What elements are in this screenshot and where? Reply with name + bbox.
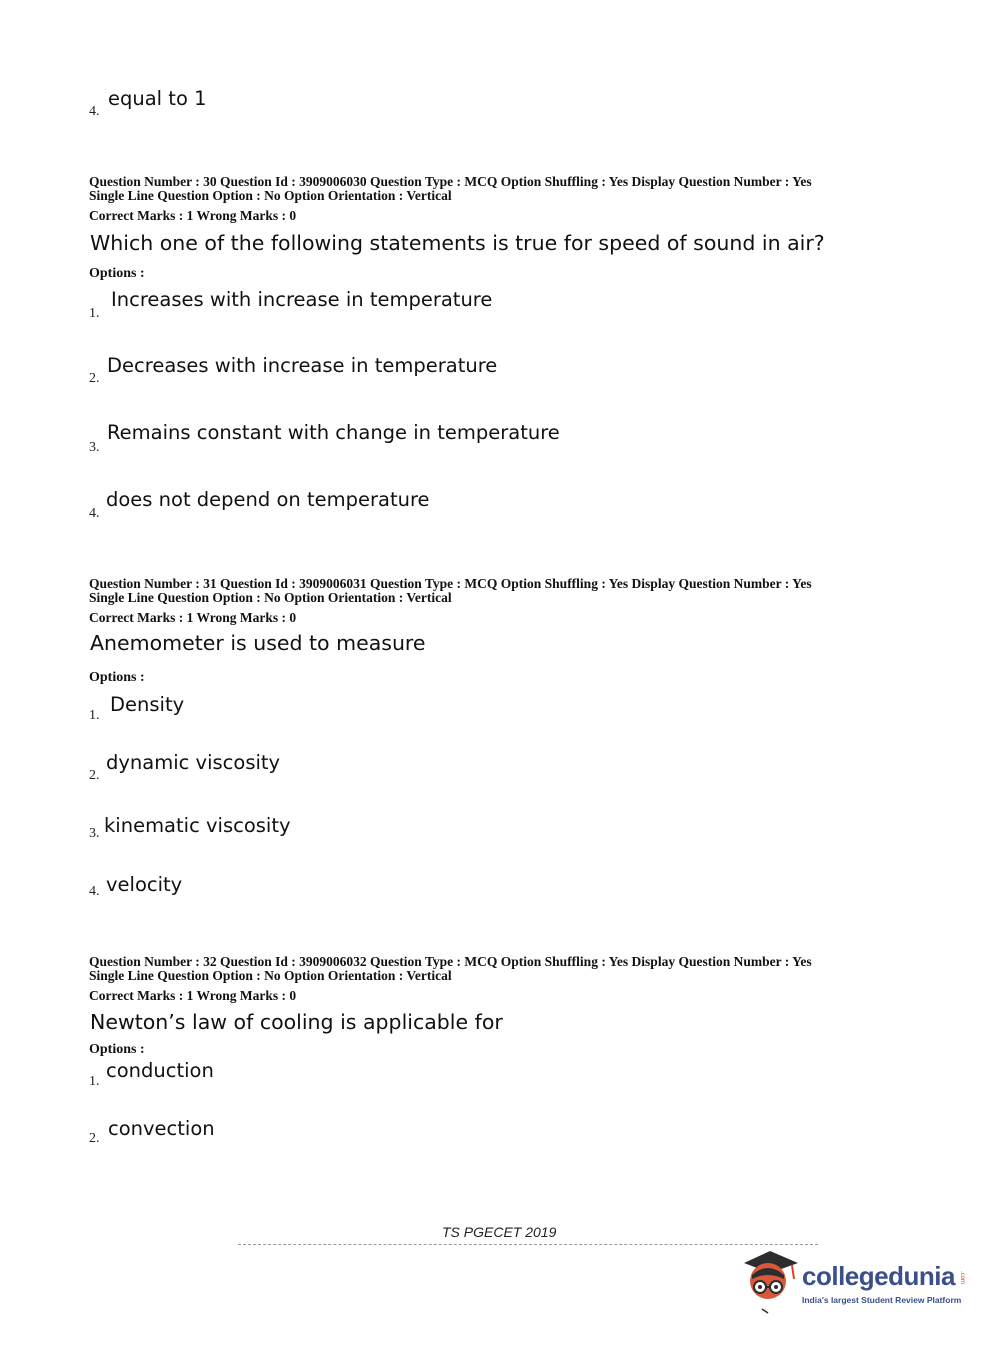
question-text: Which one of the following statements is true for speed of sound in air? [90,231,825,255]
question-meta-2: Single Line Question Option : No Option Orientation : Vertical [89,590,452,605]
question-meta-2: Single Line Question Option : No Option Orientation : Vertical [89,188,452,203]
brand-tagline: India's largest Student Review Platform [802,1295,962,1305]
collegedunia-logo [740,1245,970,1320]
option-number: 3. [89,440,100,455]
option-number: 4. [89,104,100,119]
options-label: Options : [89,266,145,281]
option-text: Density [110,693,185,716]
question-meta-2: Single Line Question Option : No Option Orientation : Vertical [89,968,452,983]
question-text: Newton’s law of cooling is applicable for [90,1010,503,1034]
question-marks: Correct Marks : 1 Wrong Marks : 0 [89,208,297,223]
option-number: 4. [89,506,100,521]
question-meta: Question Number : 31 Question Id : 3909006031 Question Type : MCQ Option Shuffling : Yes Display Question Number : Yes [89,576,812,591]
option-number: 3. [89,826,100,841]
option-text: does not depend on temperature [106,488,430,511]
option-number: 1. [89,1074,100,1089]
brand-suffix: .com [959,1271,965,1285]
question-meta: Question Number : 30 Question Id : 3909006030 Question Type : MCQ Option Shuffling : Yes Display Question Number : Yes [89,174,812,189]
option-text: velocity [106,873,183,896]
option-text: kinematic viscosity [104,814,291,837]
option-text: dynamic viscosity [106,751,281,774]
footer-exam-title: TS PGECET 2019 [442,1224,557,1240]
option-number: 1. [89,306,100,321]
options-label: Options : [89,670,145,685]
option-number: 2. [89,1131,100,1146]
option-text: Remains constant with change in temperature [107,421,560,444]
footer-divider [238,1244,818,1245]
option-number: 4. [89,884,100,899]
brand-name: collegedunia [802,1261,955,1291]
option-number: 2. [89,371,100,386]
option-text: Decreases with increase in temperature [107,354,498,377]
mascot-icon [740,1245,804,1315]
option-text: Increases with increase in temperature [111,288,493,311]
question-marks: Correct Marks : 1 Wrong Marks : 0 [89,988,297,1003]
option-number: 1. [89,708,100,723]
option-text: conduction [106,1059,214,1082]
question-text: Anemometer is used to measure [90,631,426,655]
question-meta: Question Number : 32 Question Id : 3909006032 Question Type : MCQ Option Shuffling : Yes Display Question Number : Yes [89,954,812,969]
option-text: convection [108,1117,215,1140]
option-number: 2. [89,768,100,783]
options-label: Options : [89,1042,145,1057]
option-text: equal to 1 [108,87,207,110]
question-marks: Correct Marks : 1 Wrong Marks : 0 [89,610,297,625]
